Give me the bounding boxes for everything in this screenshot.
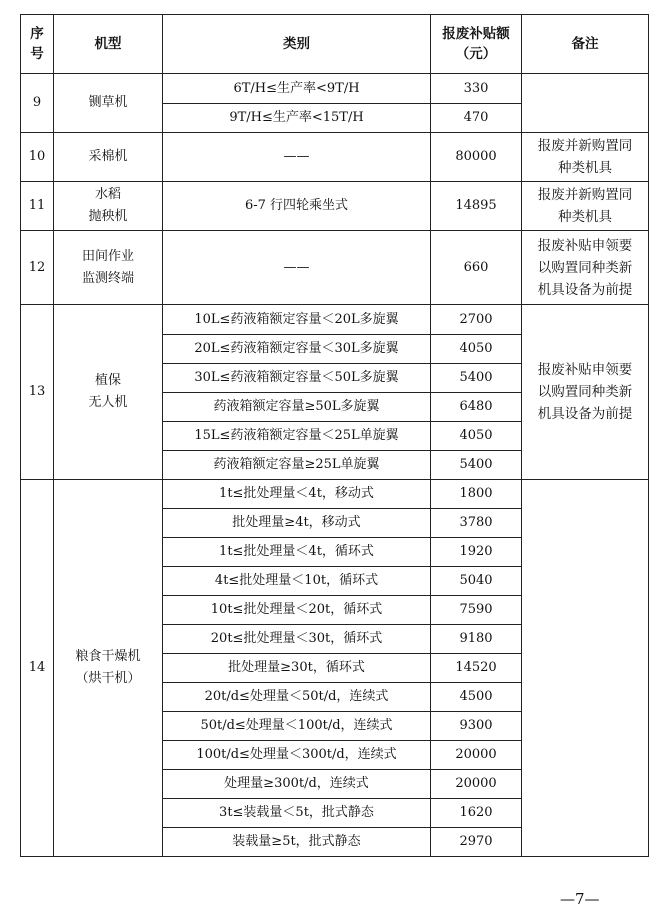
header-model: 机型 <box>54 15 163 74</box>
category-cell: —— <box>163 133 431 182</box>
amount-cell: 5400 <box>431 364 522 393</box>
category-cell: 3t≤装载量＜5t，批式静态 <box>163 799 431 828</box>
table-row <box>21 182 649 231</box>
amount-cell: 20000 <box>431 741 522 770</box>
category-cell: 1t≤批处理量＜4t，移动式 <box>163 480 431 509</box>
category-cell: 批处理量≥4t，移动式 <box>163 509 431 538</box>
amount-cell: 9300 <box>431 712 522 741</box>
amount-cell: 20000 <box>431 770 522 799</box>
category-cell: 4t≤批处理量＜10t，循环式 <box>163 567 431 596</box>
model-cell: 铡草机 <box>54 74 163 133</box>
amount-cell: 14520 <box>431 654 522 683</box>
amount-cell: 1620 <box>431 799 522 828</box>
category-cell: 装载量≥5t，批式静态 <box>163 828 431 857</box>
amount-cell: 1920 <box>431 538 522 567</box>
remark-cell <box>522 480 649 857</box>
category-cell: 药液箱额定容量≥50L多旋翼 <box>163 393 431 422</box>
header-seq: 序 号 <box>21 15 54 74</box>
category-cell: 20L≤药液箱额定容量＜30L多旋翼 <box>163 335 431 364</box>
header-remark: 备注 <box>522 15 649 74</box>
seq-cell: 11 <box>21 182 54 231</box>
category-cell: 50t/d≤处理量＜100t/d，连续式 <box>163 712 431 741</box>
table-row <box>21 480 649 509</box>
amount-cell: 4500 <box>431 683 522 712</box>
category-cell: 9T/H≤生产率<15T/H <box>163 104 431 133</box>
page-number: —7— <box>560 890 600 908</box>
category-cell: 10t≤批处理量＜20t，循环式 <box>163 596 431 625</box>
category-cell: 6-7 行四轮乘坐式 <box>163 182 431 231</box>
amount-cell: 2970 <box>431 828 522 857</box>
table-row <box>21 133 649 182</box>
amount-cell: 3780 <box>431 509 522 538</box>
seq-cell: 10 <box>21 133 54 182</box>
model-cell: 植保 无人机 <box>54 305 163 480</box>
header-subsidy: 报废补贴额 （元） <box>431 15 522 74</box>
table-row <box>21 305 649 335</box>
amount-cell: 80000 <box>431 133 522 182</box>
amount-cell: 1800 <box>431 480 522 509</box>
header-category: 类别 <box>163 15 431 74</box>
seq-cell: 14 <box>21 480 54 857</box>
amount-cell: 2700 <box>431 305 522 335</box>
category-cell: 处理量≥300t/d，连续式 <box>163 770 431 799</box>
remark-cell: 报废并新购置同 种类机具 <box>522 182 649 231</box>
amount-cell: 330 <box>431 74 522 104</box>
seq-cell: 13 <box>21 305 54 480</box>
seq-cell: 9 <box>21 74 54 133</box>
category-cell: 15L≤药液箱额定容量＜25L单旋翼 <box>163 422 431 451</box>
header-row <box>21 15 649 74</box>
amount-cell: 5400 <box>431 451 522 480</box>
model-cell: 采棉机 <box>54 133 163 182</box>
remark-cell: 报废并新购置同 种类机具 <box>522 133 649 182</box>
model-cell: 粮食干燥机 （烘干机） <box>54 480 163 857</box>
remark-cell <box>522 74 649 133</box>
category-cell: 30L≤药液箱额定容量＜50L多旋翼 <box>163 364 431 393</box>
table-row <box>21 74 649 104</box>
amount-cell: 9180 <box>431 625 522 654</box>
category-cell: 20t/d≤处理量＜50t/d，连续式 <box>163 683 431 712</box>
seq-cell: 12 <box>21 231 54 305</box>
category-cell: 批处理量≥30t，循环式 <box>163 654 431 683</box>
category-cell: 20t≤批处理量＜30t，循环式 <box>163 625 431 654</box>
amount-cell: 14895 <box>431 182 522 231</box>
amount-cell: 470 <box>431 104 522 133</box>
category-cell: 10L≤药液箱额定容量＜20L多旋翼 <box>163 305 431 335</box>
amount-cell: 6480 <box>431 393 522 422</box>
model-cell: 水稻 抛秧机 <box>54 182 163 231</box>
amount-cell: 5040 <box>431 567 522 596</box>
remark-cell: 报废补贴申领要 以购置同种类新 机具设备为前提 <box>522 231 649 305</box>
category-cell: 100t/d≤处理量＜300t/d，连续式 <box>163 741 431 770</box>
category-cell: 6T/H≤生产率<9T/H <box>163 74 431 104</box>
model-cell: 田间作业 监测终端 <box>54 231 163 305</box>
category-cell: 1t≤批处理量＜4t，循环式 <box>163 538 431 567</box>
category-cell: —— <box>163 231 431 305</box>
category-cell: 药液箱额定容量≥25L单旋翼 <box>163 451 431 480</box>
remark-cell: 报废补贴申领要 以购置同种类新 机具设备为前提 <box>522 305 649 480</box>
subsidy-table <box>20 14 649 857</box>
amount-cell: 4050 <box>431 335 522 364</box>
amount-cell: 7590 <box>431 596 522 625</box>
amount-cell: 4050 <box>431 422 522 451</box>
table-row <box>21 231 649 305</box>
amount-cell: 660 <box>431 231 522 305</box>
